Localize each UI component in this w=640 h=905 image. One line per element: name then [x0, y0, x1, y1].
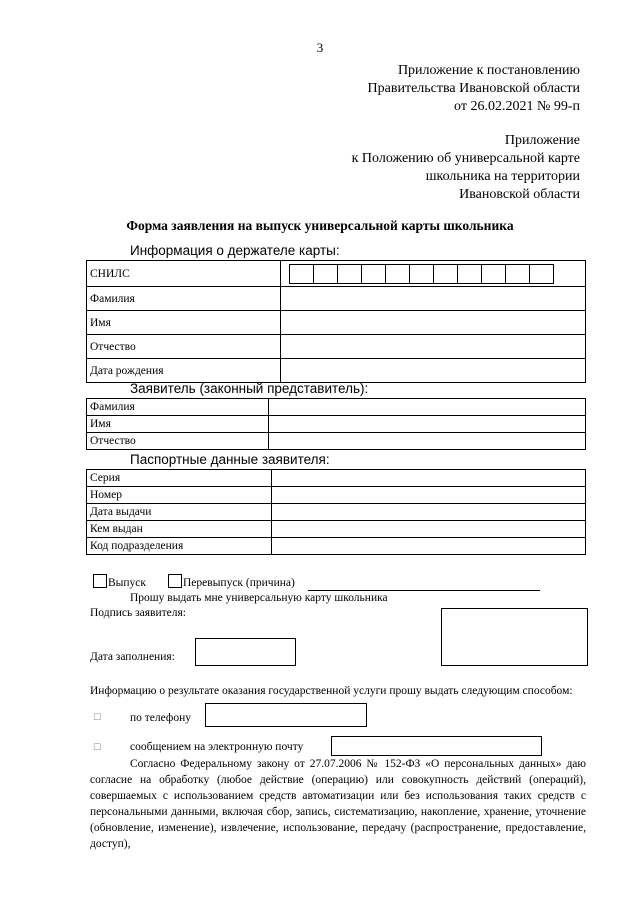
passport-number-field[interactable]	[272, 487, 586, 504]
signature-box[interactable]	[441, 608, 588, 666]
phone-label: по телефону	[130, 712, 191, 724]
holder-birthdate-field[interactable]	[281, 359, 586, 383]
reissue-checkbox[interactable]	[168, 574, 182, 588]
issue-option[interactable]	[93, 574, 146, 589]
passport-table	[86, 469, 586, 555]
request-text: Прошу выдать мне универсальную карту школьника	[130, 592, 388, 604]
reissue-option[interactable]	[168, 574, 295, 589]
table-row	[87, 261, 586, 287]
snils-field[interactable]	[281, 261, 586, 287]
reissue-reason-line[interactable]	[308, 590, 540, 591]
date-label: Дата заполнения:	[90, 651, 175, 663]
snils-label: СНИЛС	[87, 261, 281, 287]
table-row	[87, 287, 586, 311]
table-row	[87, 399, 586, 416]
passport-label: Номер	[87, 487, 272, 504]
result-info: Информацию о результате оказания государственной услуги прошу выдать следующим способом:	[90, 685, 573, 697]
consent-text: Согласно Федеральному закону от 27.07.2006 № 152-ФЗ «О персональных данных» даю согласие на обработку (любое действие (операцию) или совокупность действий (операций), совершаемых с использованием средств автоматизации или без использования таких средств с персональными данными, включая сбор, запись, систематизацию, накопление, хранение, уточнение (обновление, изменение), извлечение, использование, передачу (распространение, предоставление, доступ),	[90, 758, 586, 850]
applicant-heading: Заявитель (законный представитель):	[130, 381, 369, 396]
passport-label: Серия	[87, 470, 272, 487]
regulation-header-line: школьника на территории	[425, 169, 580, 184]
passport-division-code-field[interactable]	[272, 538, 586, 555]
issue-label: Выпуск	[108, 577, 146, 589]
applicant-label: Фамилия	[87, 399, 269, 416]
regulation-header-line: Приложение	[504, 133, 580, 148]
issue-checkbox[interactable]	[93, 574, 107, 588]
holder-label: Имя	[87, 311, 281, 335]
holder-surname-field[interactable]	[281, 287, 586, 311]
table-row	[87, 487, 586, 504]
reissue-label: Перевыпуск (причина)	[183, 577, 295, 589]
table-row	[87, 335, 586, 359]
appendix-header-line: от 26.02.2021 № 99-п	[454, 99, 580, 114]
applicant-label: Имя	[87, 416, 269, 433]
applicant-table	[86, 398, 586, 450]
applicant-name-field[interactable]	[269, 416, 586, 433]
appendix-header	[368, 62, 580, 116]
table-row	[87, 538, 586, 555]
appendix-header-line: Приложение к постановлению	[397, 63, 580, 78]
regulation-header-line: Ивановской области	[459, 187, 580, 202]
phone-field[interactable]	[205, 703, 367, 727]
table-row	[87, 433, 586, 450]
appendix-header-line: Правительства Ивановской области	[367, 81, 580, 96]
applicant-label: Отчество	[87, 433, 269, 450]
email-label: сообщением на электронную почту	[130, 741, 304, 753]
passport-issued-by-field[interactable]	[272, 521, 586, 538]
date-field[interactable]	[195, 638, 296, 666]
email-checkbox[interactable]: ☐	[93, 743, 102, 753]
table-row	[87, 311, 586, 335]
table-row	[87, 470, 586, 487]
applicant-surname-field[interactable]	[269, 399, 586, 416]
holder-label: Отчество	[87, 335, 281, 359]
page-number: 3	[316, 40, 324, 55]
passport-issue-date-field[interactable]	[272, 504, 586, 521]
regulation-header-line: к Положению об универсальной карте	[351, 151, 580, 166]
signature-label: Подпись заявителя:	[90, 607, 186, 619]
holder-heading: Информация о держателе карты:	[130, 243, 340, 258]
passport-label: Кем выдан	[87, 521, 272, 538]
form-title: Форма заявления на выпуск универсальной карты школьника	[126, 218, 514, 233]
table-row	[87, 359, 586, 383]
table-row	[87, 504, 586, 521]
table-row	[87, 521, 586, 538]
holder-label: Фамилия	[87, 287, 281, 311]
holder-label: Дата рождения	[87, 359, 281, 383]
holder-table	[86, 260, 586, 383]
passport-label: Код подразделения	[87, 538, 272, 555]
passport-heading: Паспортные данные заявителя:	[130, 452, 330, 467]
regulation-header	[352, 132, 580, 204]
email-field[interactable]	[331, 736, 542, 756]
passport-series-field[interactable]	[272, 470, 586, 487]
table-row	[87, 416, 586, 433]
applicant-patronymic-field[interactable]	[269, 433, 586, 450]
phone-checkbox[interactable]: ☐	[93, 713, 102, 723]
passport-label: Дата выдачи	[87, 504, 272, 521]
holder-name-field[interactable]	[281, 311, 586, 335]
holder-patronymic-field[interactable]	[281, 335, 586, 359]
